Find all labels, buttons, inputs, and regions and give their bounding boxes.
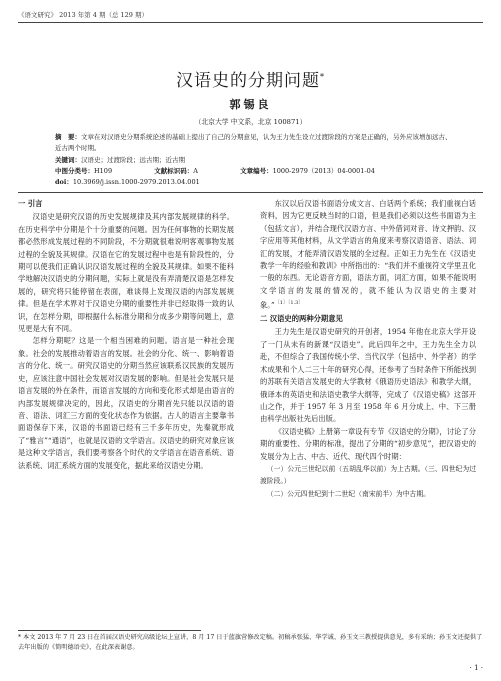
classification-row: [55, 166, 455, 177]
article-value: 1000-2979（2013）04-0001-04: [272, 167, 375, 175]
doc-label: 文献标识码：: [154, 167, 194, 175]
doc-value: A: [193, 167, 198, 175]
period-item-1: （一）公元三世纪以前（五胡乱华以前）为上古期。（三、四世纪为过渡阶段。）: [260, 464, 476, 486]
left-paragraph-1: 汉语史是研究汉语的历史发展规律及其内部发展规律的科学。在历史科学中分期是个十分重要的问题。因为任何事物的长期发展都必然形成发展过程的不同阶段，不分期就很难说明客观事物发展过程的全貌及其规律。汉语在它的发展过程中也是有阶段性的，分期可以使我们正确认识汉语发展过程的全貌及其规律。如果不能科学地解决汉语史的分期问题，实际上就是没有弄清楚汉语是怎样发展的，研究将只能停留在表面，难谈得上发现汉语的内部发展规律。但是在学术界对于汉语史分期的重要性并非已经取得一致的认识，在怎样分期，即根据什么标准分期和分成多少期等问题上，意见更是大有不同。: [18, 212, 234, 334]
right-paragraph-1-text: 东汉以后汉语书面语分成文言、白话两个系统；我们重视白话资料，因为它更反映当时的口语，但是我们必须以这些书面语为主（包括文言），并结合现代汉语方言、中外借词对音、诗文押韵、汉字应用等其他材料，从文学语言的角度来考察汉语语音、语法、词汇的发展，才能弄清汉语发展的全过程。正如王力先生在《汉语史教学一年的经验和教训》中所指出的：“我们并不重视符文学里丑化一般的东西。无论语音方面，语法方面，词汇方面，如果不能说明文学语言的发展的情况的，就不能认为汉语史的主要对象。”: [260, 199, 476, 310]
header-rule: [18, 22, 483, 23]
keywords-text: 汉语史；过渡阶段；远古期；近古期: [81, 156, 185, 164]
keywords: [55, 155, 455, 166]
abstract-rule: [18, 192, 483, 193]
right-paragraph-2: 王力先生是汉语史研究的开创者，1954 年他在北京大学开设了一门从未有的新课“汉语史”。此后四年之中，王力先生全力以赴，不但综合了我国传统小学、当代汉学（包括中、外学者）的学术成果和个人二三十年的研究心得，还参考了当时条件下所能找到的苏联有关语言发展史的大学教材《俄语历史语法》和教学大纲，俄译本的英语史和法语史教学大纲等，完成了《汉语史稿》这部开山之作，并于 1957 年 3 月至 1958 年 6 月分成上、中、下三册由科学出版社先后出版。: [260, 327, 476, 424]
right-paragraph-1: [260, 198, 476, 312]
abstract-label: 摘 要：: [55, 133, 81, 141]
section-1-heading: 一 引言: [18, 199, 43, 208]
keywords-label: 关键词：: [55, 156, 81, 164]
section-2-heading: 二 汉语史的两种分期意见: [260, 314, 343, 324]
article-title: [0, 66, 501, 91]
right-paragraph-3: 《汉语史稿》上册第一章设有专节《汉语史的分期》，讨论了分期的重要性、分期的标准，提出了分期的“初步意见”，把汉语史的发展分为上古、中古、近代、现代四个时期：: [260, 426, 476, 461]
left-column: [18, 198, 234, 472]
abstract: [55, 132, 455, 154]
page-number: · 1 ·: [469, 664, 483, 672]
article-label: 文章编号：: [240, 167, 273, 175]
title-text: 汉语史的分期问题: [176, 71, 320, 91]
clc-value: H109: [94, 167, 113, 175]
right-paragraph-1-ref: 〔1〕〔1.3〕: [274, 300, 304, 307]
footnote-rule: [18, 630, 201, 631]
doi-value: 10.3969/j.issn.1000-2979.2013.04.001: [72, 178, 200, 186]
footnote: * 本文 2013 年 7 月 23 日在首届汉语史研究高级论坛上宣讲，8 月 17 日于蓝旗营修改定稿。初稿承张猛、华学诚、孙玉文三教授提供意见，多有采纳；孙玉文还提供了去年出版的《简明德语史》，在此深表谢意。: [18, 634, 483, 651]
left-paragraph-2: 怎样分期呢？这是一个相当困难的问题。语言是一种社会现象。社会的发展推动着语言的发展。社会的分化、统一、影响着语言的分化、统一。研究汉语史的分期当然应该联系汉民族的发展历史，应该注意中国社会发展对汉语发展的影响。但是社会发展只是语言发展的外在条件，而语言发展的方向和变化形式却是由语言的内部发展规律决定的，因此，汉语史的分期首先只能以汉语的语音、语法、词汇三方面的变化状态作为依据。古人的语言主要靠书面语保存下来，汉语的书面语已经有三千多年历史，先秦就形成了“雅言”“通语”，也就是汉语的文学语言。汉语史的研究对象应该是这种文学语言，我们要考察各个时代的文学语言在语音系统、语法系统、词汇系统方面的发展变化，据此来给汉语史分期。: [18, 336, 234, 470]
doi-row: [55, 177, 455, 188]
title-footnote-mark: *: [320, 72, 325, 82]
period-item-2: （二）公元四世纪到十二世纪（南宋前半）为中古期。: [266, 489, 430, 498]
doi-label: doi：: [55, 178, 73, 186]
right-column: [260, 198, 476, 500]
abstract-text: 文章在对汉语史分期系统论述的基础上提出了自己的分期意见，认为王力先生设立过渡阶段的方案是正确的，另外应该增加远古、近古两个时期。: [55, 133, 452, 152]
journal-header: 《语文研究》 2013 年第 4 期（总 129 期）: [18, 11, 148, 19]
author: 郭锡良: [229, 98, 272, 111]
clc-label: 中图分类号：: [55, 167, 94, 175]
affiliation: （北京大学 中文系，北京 100871）: [194, 118, 307, 126]
